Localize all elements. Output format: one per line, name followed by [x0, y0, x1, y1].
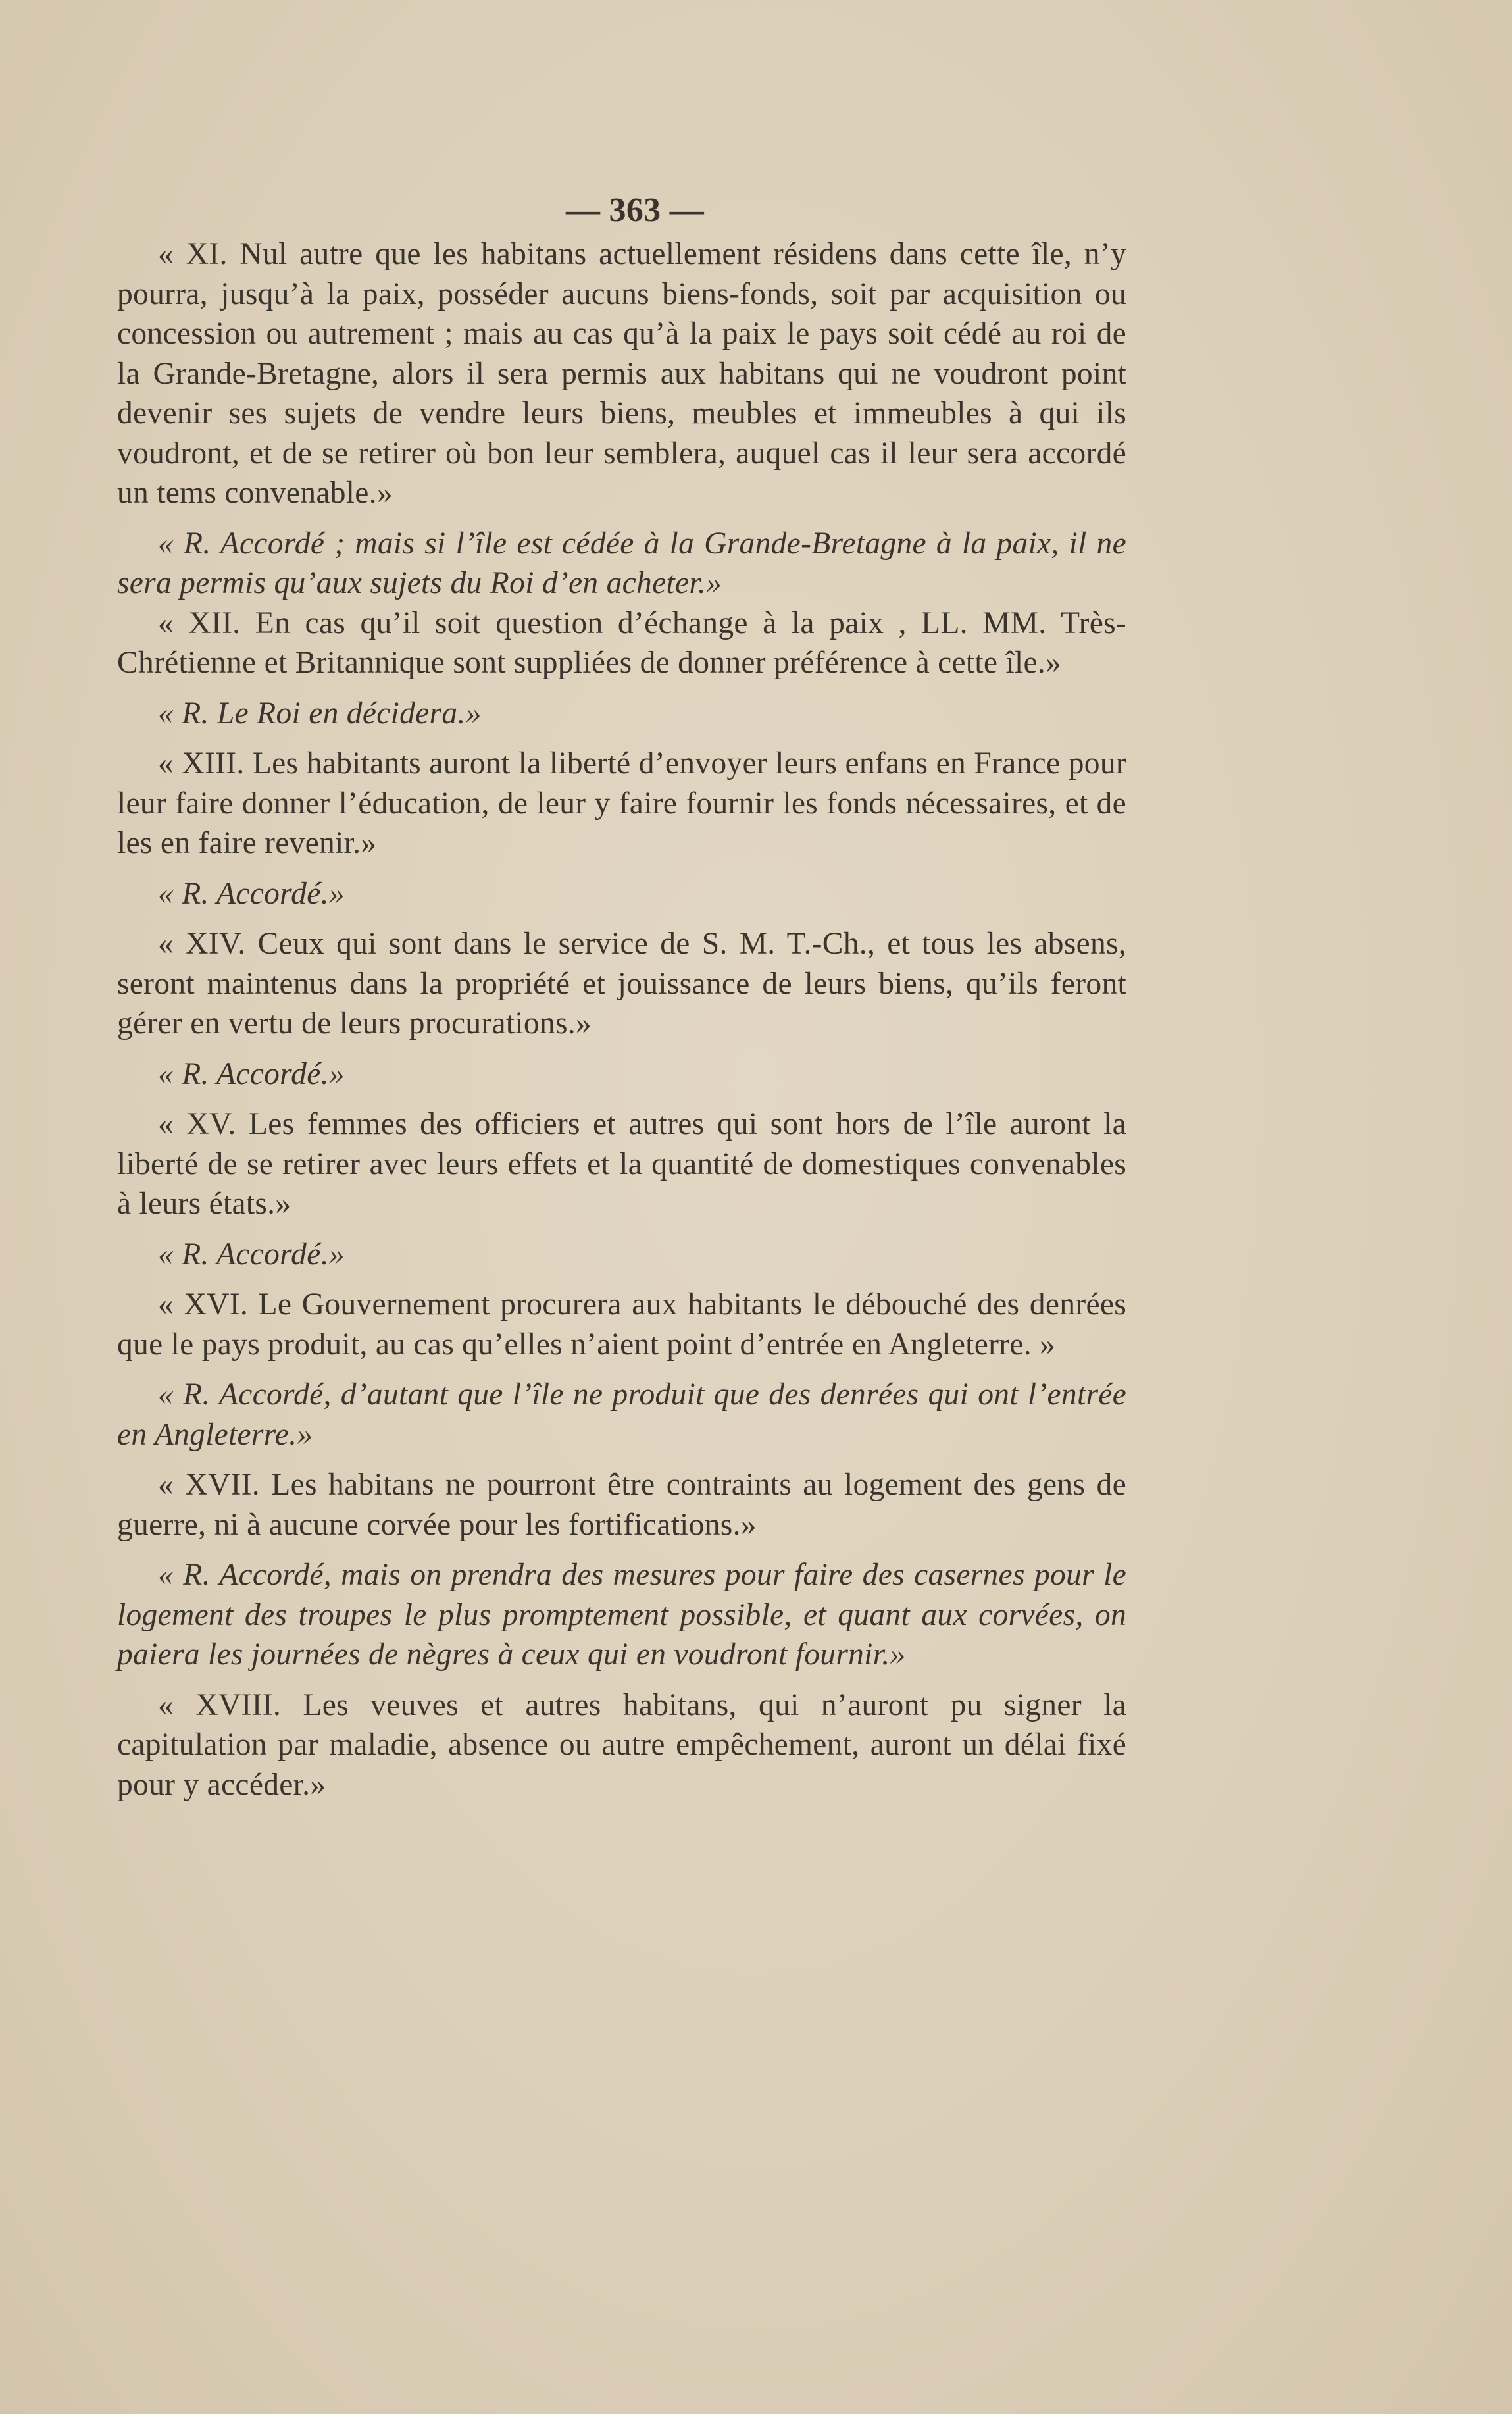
article-xv: « XV. Les femmes des officiers et autres qui sont hors de l’île auront la liberté de se retirer avec leurs effets et la quantité de domestiques convenables à leurs états.» — [117, 1107, 1126, 1221]
reply-xv: « R. Accordé.» — [158, 1237, 345, 1271]
article-xiv: « XIV. Ceux qui sont dans le service de S. M. T.-Ch., et tous les absens, seront maintenus dans la propriété et jouissance de leurs biens, qu’ils feront gérer en vertu de leurs procurations.» — [117, 927, 1126, 1040]
article-xvii: « XVII. Les habitans ne pourront être contraints au logement des gens de guerre, ni à aucune corvée pour les fortifications.» — [117, 1468, 1126, 1542]
article-xviii: « XVIII. Les veuves et autres habitans, qui n’auront pu signer la capitulation par maladie, absence ou autre empêchement, auront un délai fixé pour y accéder.» — [117, 1687, 1126, 1802]
reply-xiii: « R. Accordé.» — [158, 876, 345, 911]
reply-xvii: « R. Accordé, mais on prendra des mesures pour faire des casernes pour le logement des troupes le plus promptement possible, et quant aux corvées, on paiera les journées de nègres à ceux qui en voudront fournir.» — [117, 1558, 1126, 1672]
reply-xiv: « R. Accordé.» — [158, 1056, 345, 1091]
reply-xii: « R. Le Roi en décidera.» — [158, 696, 482, 731]
article-xiii: « XIII. Les habitants auront la liberté d’envoyer leurs enfans en France pour leur faire donner l’éducation, de leur y faire fournir les fonds nécessaires, et de les en faire revenir.» — [117, 746, 1126, 860]
article-xii: « XII. En cas qu’il soit question d’échange à la paix , LL. MM. Très-Chrétienne et Britannique sont suppliées de donner préférence à cette île.» — [117, 605, 1126, 680]
text-block — [117, 191, 1126, 1805]
reply-xi: « R. Accordé ; mais si l’île est cédée à la Grande-Bretagne à la paix, il ne sera permis qu’aux sujets du Roi d’en acheter.» — [117, 526, 1126, 600]
article-xvi: « XVI. Le Gouvernement procurera aux habitants le débouché des denrées que le pays produit, au cas qu’elles n’aient point d’entrée en Angleterre. » — [117, 1287, 1126, 1362]
reply-xvi: « R. Accordé, d’autant que l’île ne produit que des denrées qui ont l’entrée en Angleterre.» — [117, 1377, 1126, 1452]
page-number: — 363 — — [565, 192, 705, 229]
article-xi: « XI. Nul autre que les habitans actuellement résidens dans cette île, n’y pourra, jusqu’à la paix, posséder aucuns biens-fonds, soit par acquisition ou concession ou autrement ; mais au cas qu’à la paix le pays soit cédé au roi de la Grande-Bretagne, alors il sera permis aux habitans qui ne voudront point devenir ses sujets de vendre leurs biens, meubles et immeubles à qui ils voudront, et de se retirer où bon leur semblera, auquel cas il leur sera accordé un tems convenable.» — [117, 237, 1126, 510]
